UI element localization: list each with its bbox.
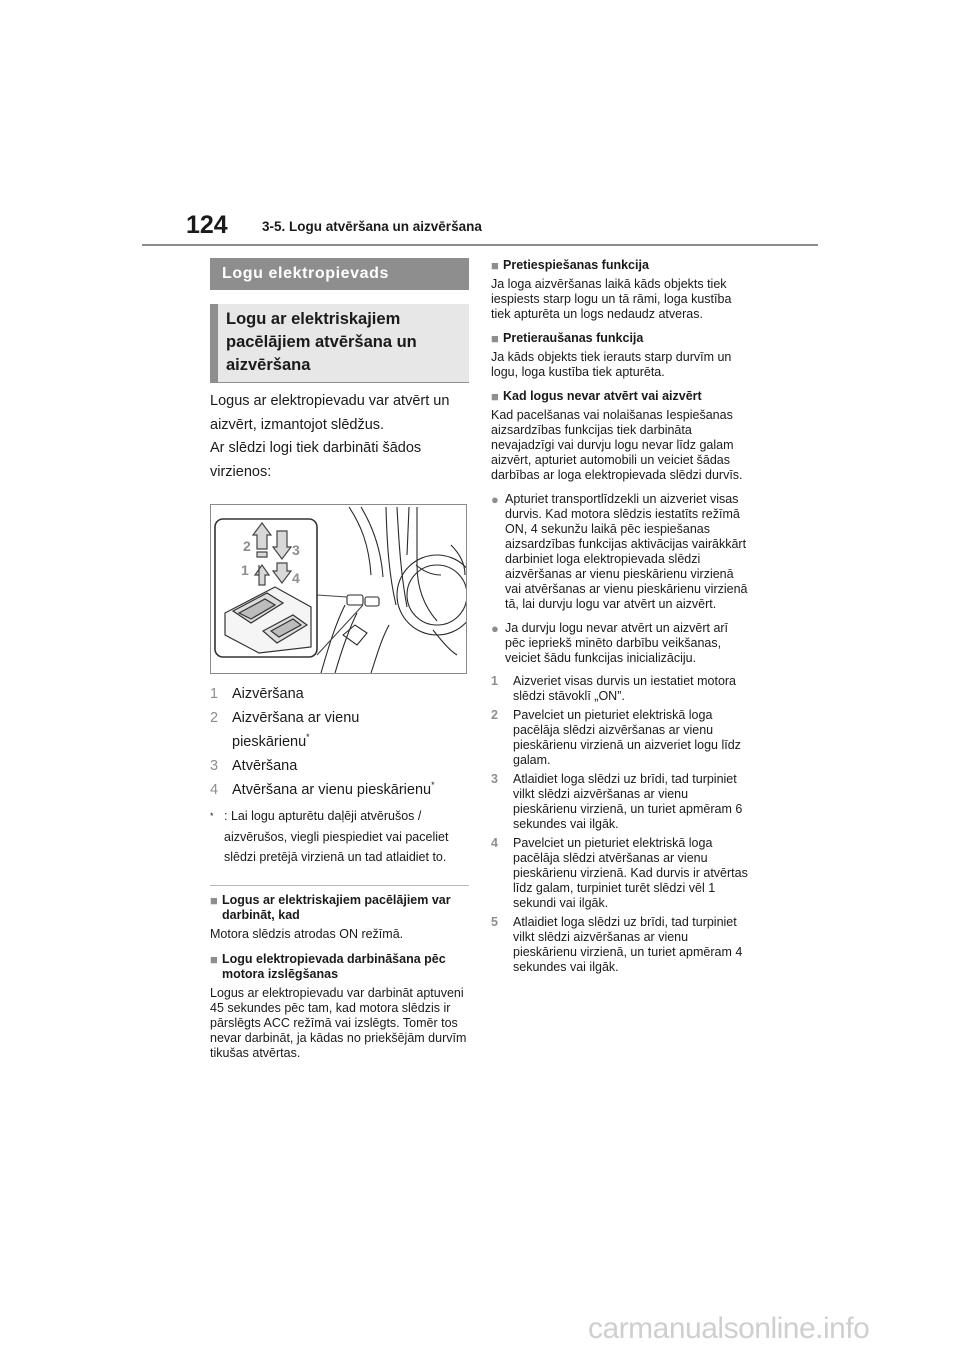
- section-header: 3-5. Logu atvēršana un aizvēršana: [262, 219, 482, 234]
- legend-item: [210, 754, 469, 778]
- step-text: Aizveriet visas durvis un iestatiet motora slēdzi stāvoklī „ON”.: [513, 674, 737, 703]
- page-number: 124: [186, 211, 228, 239]
- list-item: ● Ja durvju logu nevar atvērt un aizvērt arī pēc iepriekš minēto darbību veikšanas, veiciet šādu funkcijas inicializāciju.: [491, 621, 729, 665]
- section-divider: [210, 885, 469, 886]
- step-item: [491, 708, 749, 768]
- legend-number: 2: [210, 710, 219, 726]
- intro-line-1: Logus ar elektropievadu var atvērt un aizvērt, izmantojot slēdžus.: [210, 393, 450, 433]
- legend-text: Atvēršana ar vienu pieskārienu: [232, 782, 432, 798]
- list-item: ● Apturiet transportlīdzekli un aizveriet visas durvis. Kad motora slēdzis iestatīts režīmā ON, 4 sekunžu laikā pēc iespiešanas aizsardzības funkcijas aktivācijas vairākkārt darbiniet loga elektropievada slēdzi aizvēršanas ar vienu pieskārienu virzienā vai atvēršanas ar vienu pieskārienu virzienā tā, lai durvju logu var atvērt un aizvērt.: [491, 492, 748, 611]
- square-bullet-icon: ■: [491, 258, 499, 273]
- step-item: [491, 674, 749, 704]
- subsection-body: Ja loga aizvēršanas laikā kāds objekts tiek iespiests starp logu un tā rāmi, loga kustība tiek apturēta un logs nedaudz atveras.: [491, 277, 732, 321]
- legend-number: 4: [210, 782, 219, 798]
- legend-text: Atvēršana: [232, 758, 298, 774]
- figure-label-3: 3: [292, 542, 300, 558]
- step-text: Pavelciet un pieturiet elektriskā loga pacēlāja slēdzi atvēršanas ar vienu pieskārienu virzienā. Kad durvis ir atvērtas līdz galam, turpiniet turēt slēdzi vēl 1 sekundi vai ilgāk.: [513, 836, 748, 910]
- step-number: 5: [491, 915, 498, 929]
- figure-label-1: 1: [241, 562, 249, 578]
- legend-item: [210, 778, 469, 802]
- figure-legend: [210, 682, 469, 802]
- step-item: [491, 836, 749, 911]
- footnote-asterisk: *: [210, 811, 214, 821]
- legend-number: 1: [210, 686, 219, 702]
- circle-bullet-icon: ●: [491, 492, 499, 507]
- step-number: 3: [491, 772, 498, 786]
- square-bullet-icon: ■: [210, 892, 218, 908]
- subsection-body: Logus ar elektropievadu var darbināt aptuveni 45 sekundes pēc tam, kad motora slēdzis ir pārslēgts ACC režīmā vai izslēgts. Tomēr tos nevar darbināt, ja kādas no priekšējām durvīm tikušas atvērtas.: [210, 985, 467, 1060]
- header-rule: [142, 244, 818, 246]
- intro-text: [210, 390, 469, 484]
- window-switch-figure: [210, 504, 467, 674]
- square-bullet-icon: ■: [491, 389, 499, 404]
- intro-line-2: Ar slēdzi logi tiek darbināti šādos virzienos:: [210, 440, 422, 480]
- legend-text: Aizvēršana: [232, 686, 304, 702]
- step-text: Atlaidiet loga slēdzi uz brīdi, tad turpiniet vilkt slēdzi aizvēršanas ar vienu pieskārienu virzienā, un turiet apmēram 4 sekundes vai ilgāk.: [513, 915, 743, 974]
- figure-label-2: 2: [243, 538, 251, 554]
- square-bullet-icon: ■: [491, 331, 499, 346]
- step-number: 2: [491, 708, 498, 722]
- subsection-heading: ■ Kad logus nevar atvērt vai aizvērt: [491, 389, 702, 404]
- legend-asterisk: *: [306, 732, 310, 743]
- window-switch-illustration: [211, 505, 466, 673]
- subsection-body: Motora slēdzis atrodas ON režīmā.: [210, 926, 404, 941]
- figure-label-4: 4: [292, 570, 300, 586]
- subsection-heading: ■ Logus ar elektriskajiem pacēlājiem var darbināt, kad: [210, 892, 451, 922]
- section-title: Logu elektropievads: [210, 258, 469, 290]
- circle-bullet-icon: ●: [491, 621, 499, 636]
- legend-text: Aizvēršana ar vienu pieskārienu: [232, 710, 360, 750]
- right-column: [491, 258, 749, 975]
- legend-number: 3: [210, 758, 219, 774]
- step-text: Pavelciet un pieturiet elektriskā loga pacēlāja slēdzi aizvēršanas ar vienu pieskārienu virzienā un aizveriet logu līdz galam.: [513, 708, 741, 767]
- subsection-body: Ja kāds objekts tiek ierauts starp durvīm un logu, loga kustība tiek apturēta.: [491, 350, 732, 379]
- subsection-body: Kad pacelšanas vai nolaišanas Iespiešanas aizsardzības funkcijas tiek darbināta nevajadzīgi vai durvju logu nevar līdz galam aizvērt, apturiet automobili un veiciet šādas darbības ar loga elektropievada slēdzi durvīs.: [491, 408, 743, 482]
- watermark: carmanualsonline.info: [588, 1312, 870, 1345]
- subsection-heading: ■ Logu elektropievada darbināšana pēc motora izslēgšanas: [210, 951, 446, 981]
- footnote-text: : Lai logu apturētu daļēji atvērušos / aizvērušos, viegli piespiediet vai paceliet slēdzi pretējā virzienā un tad atlaidiet to.: [224, 809, 449, 864]
- left-column: [210, 258, 469, 1061]
- legend-asterisk: *: [431, 780, 435, 791]
- step-number: 1: [491, 674, 498, 688]
- square-bullet-icon: ■: [210, 951, 218, 967]
- legend-item: [210, 682, 469, 706]
- footnote: [210, 806, 469, 868]
- step-text: Atlaidiet loga slēdzi uz brīdi, tad turpiniet vilkt slēdzi aizvēršanas ar vienu pieskārienu virzienā, un turiet apmēram 6 sekundes vai ilgāk.: [513, 772, 743, 831]
- legend-item: [210, 706, 469, 754]
- step-number: 4: [491, 836, 498, 850]
- step-item: [491, 915, 749, 975]
- step-item: [491, 772, 749, 832]
- subsection-heading: ■ Pretieraušanas funkcija: [491, 331, 644, 346]
- section-subtitle: Logu ar elektriskajiem pacēlājiem atvēršana un aizvēršana: [210, 304, 469, 383]
- subsection-heading: ■ Pretiespiešanas funkcija: [491, 258, 649, 273]
